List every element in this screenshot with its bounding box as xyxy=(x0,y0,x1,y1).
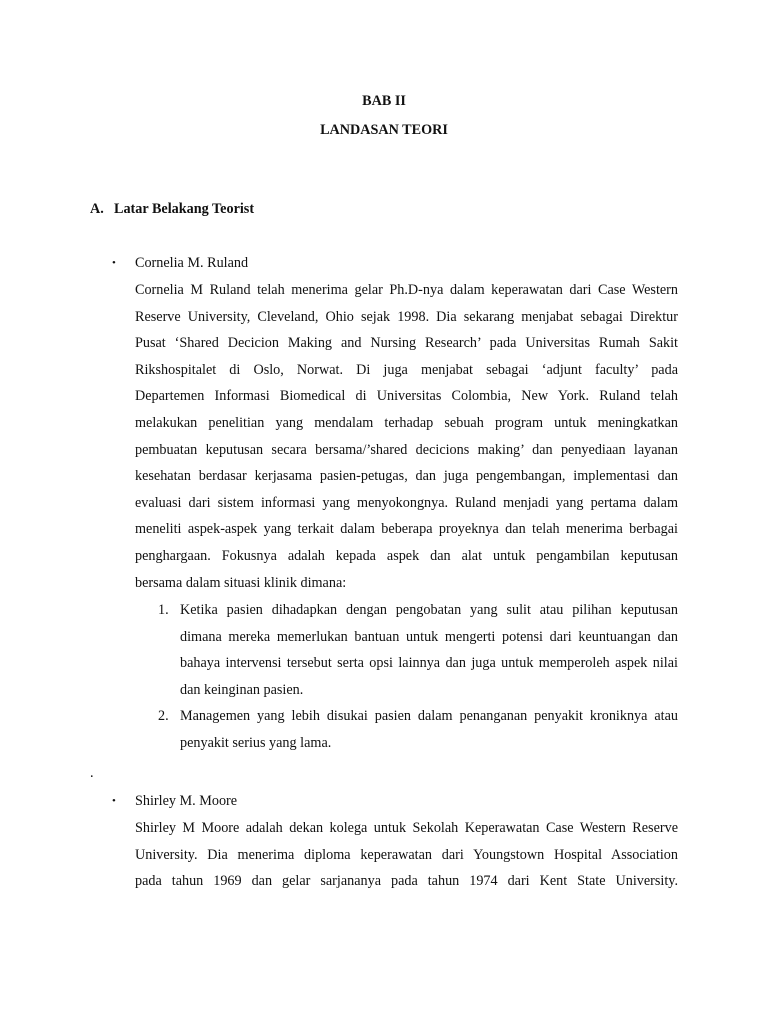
section-letter: A. xyxy=(90,201,104,217)
section-heading xyxy=(90,200,254,218)
paragraph-line: pada tahun 1969 dan gelar sarjananya pada tahun 1974 dari Kent State University. xyxy=(135,873,678,890)
list-number: 2. xyxy=(158,708,169,725)
list-line: bahaya intervensi tersebut serta opsi lainnya dan juga untuk memperoleh aspek nilai xyxy=(180,655,678,672)
paragraph-line: Cornelia M Ruland telah menerima gelar Ph.D-nya dalam keperawatan dari Case Western xyxy=(135,282,678,298)
chapter-title: LANDASAN TEORI xyxy=(320,122,448,138)
list-number: 1. xyxy=(158,602,169,618)
list-item xyxy=(158,597,678,703)
stray-mark: . xyxy=(90,765,94,781)
paragraph-line: kesehatan berdasar kerjasama pasien-petugas, dan juga pengembangan, implementasi dan xyxy=(135,468,678,485)
paragraph-line: University. Dia menerima diploma keperawatan dari Youngstown Hospital Association xyxy=(135,846,678,863)
person-name-moore: Shirley M. Moore xyxy=(135,793,238,809)
paragraph-line: Shirley M Moore adalah dekan kolega untuk Sekolah Keperawatan Case Western Reserve xyxy=(135,820,678,836)
ruland-biography xyxy=(135,277,678,596)
list-line: Ketika pasien dihadapkan dengan pengobatan yang sulit atau pilihan keputusan xyxy=(180,602,678,618)
paragraph-line: meneliti aspek-aspek yang terkait dalam beberapa proyeknya dan telah menerima berbagai xyxy=(135,521,678,538)
bullet-icon: • xyxy=(112,795,116,807)
paragraph-line: Departemen Informasi Biomedical di Universitas Colombia, New York. Ruland telah xyxy=(135,388,678,405)
paragraph-line: penghargaan. Fokusnya adalah kepada aspek dan alat untuk pengambilan keputusan xyxy=(135,547,678,564)
paragraph-line: evaluasi dari sistem informasi yang menyokongnya. Ruland menjadi yang pertama dalam xyxy=(135,494,678,511)
paragraph-line: pembuatan keputusan secara bersama/’shared decicions making’ dan penyediaan layanan xyxy=(135,441,678,458)
paragraph-line: Rikshospitalet di Oslo, Norwat. Di juga menjabat sebagai ‘adjunt faculty’ pada xyxy=(135,361,678,378)
list-line: dan keinginan pasien. xyxy=(180,681,304,698)
section-title: Latar Belakang Teorist xyxy=(114,201,255,217)
paragraph-line: melakukan penelitian yang mendalam terhadap sebuah program untuk meningkatkan xyxy=(135,414,678,431)
paragraph-line: Reserve University, Cleveland, Ohio sejak 1998. Dia sekarang menjabat sebagai Direktur xyxy=(135,308,678,325)
list-item xyxy=(158,703,678,756)
moore-biography xyxy=(135,815,678,895)
list-line: Managemen yang lebih disukai pasien dalam penanganan penyakit kroniknya atau xyxy=(180,708,678,725)
bullet-icon: • xyxy=(112,257,116,269)
paragraph-line: Pusat ‘Shared Decicion Making and Nursing Research’ pada Universitas Rumah Sakit xyxy=(135,335,678,352)
chapter-number: BAB II xyxy=(362,93,406,109)
numbered-list xyxy=(158,597,678,757)
list-line: dimana mereka memerlukan bantuan untuk mengerti potensi dari keuntuangan dan xyxy=(180,628,678,645)
list-line: penyakit serius yang lama. xyxy=(180,734,332,751)
person-name-ruland: Cornelia M. Ruland xyxy=(135,255,249,271)
paragraph-line: bersama dalam situasi klinik dimana: xyxy=(135,574,347,591)
